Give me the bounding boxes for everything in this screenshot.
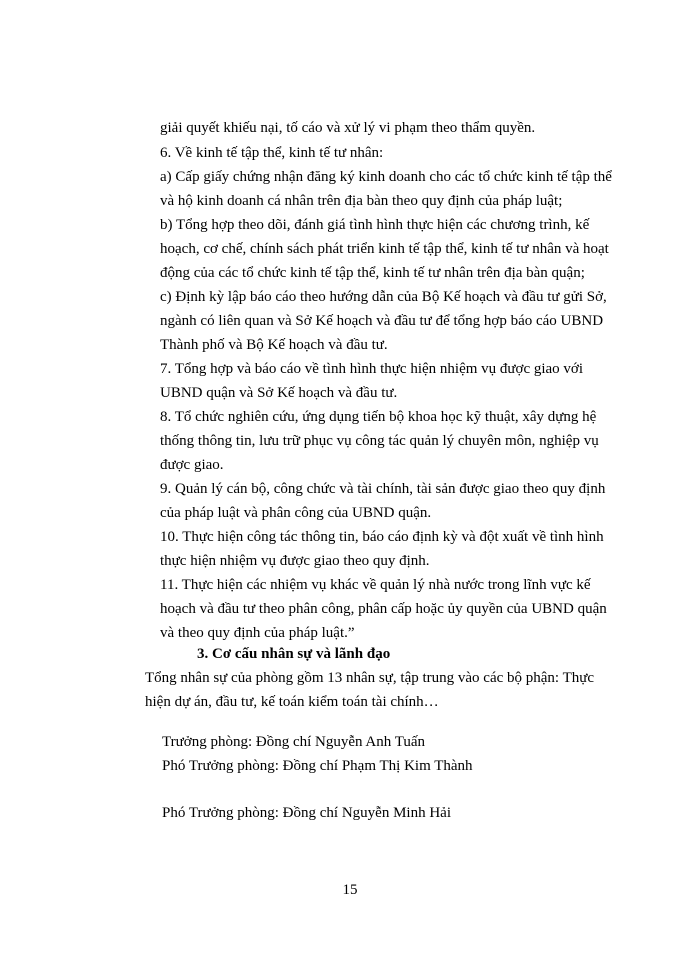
body-line: thực hiện nhiệm vụ được giao theo quy định. <box>160 553 430 569</box>
body-line: được giao. <box>160 457 224 473</box>
body-line: của pháp luật và phân công của UBND quận. <box>160 505 432 521</box>
leader-line: Phó Trưởng phòng: Đồng chí Nguyễn Minh Hải <box>162 805 451 821</box>
body-line: 11. Thực hiện các nhiệm vụ khác về quản lý nhà nước trong lĩnh vực kế <box>160 577 591 593</box>
body-line: b) Tổng hợp theo dõi, đánh giá tình hình thực hiện các chương trình, kế <box>160 217 590 233</box>
section-heading: 3. Cơ cấu nhân sự và lãnh đạo <box>197 646 391 662</box>
body-line: 10. Thực hiện công tác thông tin, báo cáo định kỳ và đột xuất về tình hình <box>160 529 604 545</box>
page-number: 15 <box>342 882 358 898</box>
body-line: hoạch và đầu tư theo phân công, phân cấp hoặc ủy quyền của UBND quận <box>160 601 607 617</box>
body-line: 9. Quản lý cán bộ, công chức và tài chính, tài sản được giao theo quy định <box>160 481 606 497</box>
body-line: UBND quận và Sở Kế hoạch và đầu tư. <box>160 385 398 401</box>
body-line: ngành có liên quan và Sở Kế hoạch và đầu tư để tổng hợp báo cáo UBND <box>160 313 604 329</box>
body-line: và hộ kinh doanh cá nhân trên địa bàn theo quy định của pháp luật; <box>160 193 563 209</box>
body-line: a) Cấp giấy chứng nhận đăng ký kinh doanh cho các tổ chức kinh tế tập thể <box>160 169 612 185</box>
intro-line: Tổng nhân sự của phòng gồm 13 nhân sự, tập trung vào các bộ phận: Thực <box>145 670 595 686</box>
body-line: giải quyết khiếu nại, tố cáo và xử lý vi phạm theo thẩm quyền. <box>160 120 536 136</box>
leader-line: Trưởng phòng: Đồng chí Nguyễn Anh Tuấn <box>162 734 426 750</box>
body-line: hoạch, cơ chế, chính sách phát triển kinh tế tập thể, kinh tế tư nhân và hoạt <box>160 241 609 257</box>
body-line: động của các tổ chức kinh tế tập thể, kinh tế tư nhân trên địa bàn quận; <box>160 265 585 281</box>
leader-line: Phó Trưởng phòng: Đồng chí Phạm Thị Kim Thành <box>162 758 473 774</box>
body-line: thống thông tin, lưu trữ phục vụ công tác quản lý chuyên môn, nghiệp vụ <box>160 433 599 449</box>
body-line: 6. Về kinh tế tập thể, kinh tế tư nhân: <box>160 145 384 161</box>
body-line: và theo quy định của pháp luật.” <box>160 625 355 641</box>
body-line: c) Định kỳ lập báo cáo theo hướng dẫn của Bộ Kế hoạch và đầu tư gửi Sở, <box>160 289 607 305</box>
body-line: 7. Tổng hợp và báo cáo về tình hình thực hiện nhiệm vụ được giao với <box>160 361 584 377</box>
intro-line: hiện dự án, đầu tư, kế toán kiểm toán tài chính… <box>145 694 439 710</box>
body-line: 8. Tổ chức nghiên cứu, ứng dụng tiến bộ khoa học kỹ thuật, xây dựng hệ <box>160 409 597 425</box>
body-line: Thành phố và Bộ Kế hoạch và đầu tư. <box>160 337 388 353</box>
